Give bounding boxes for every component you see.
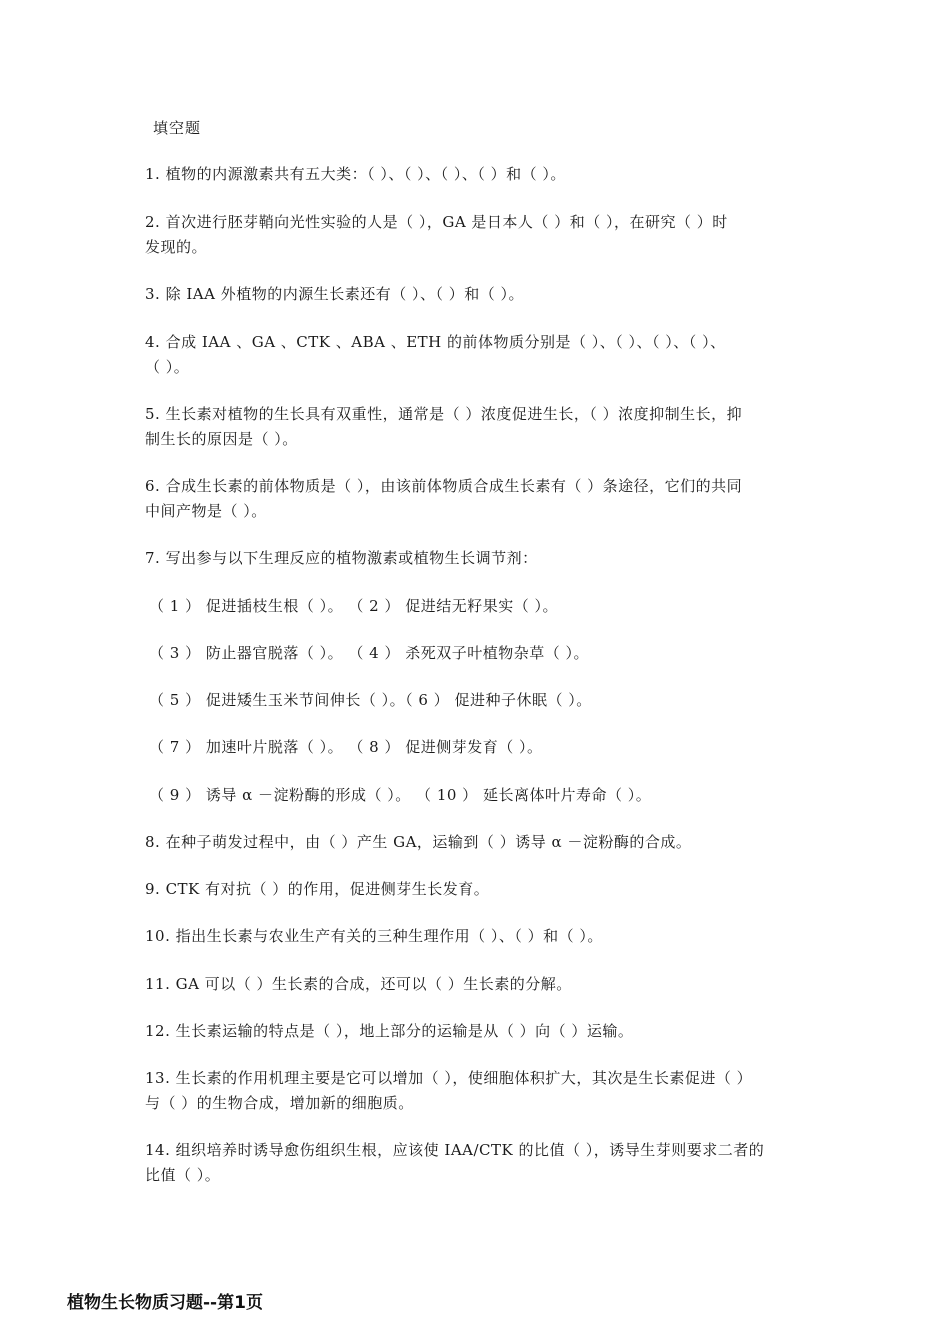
question-8 [145,830,810,855]
question-7-item: （ 3 ） 防止器官脱落（ ）。 （ 4 ） 杀死双子叶植物杂草（ ）。 [149,644,590,662]
question-line: 5. 生长素对植物的生长具有双重性，通常是（ ）浓度促进生长，（ ）浓度抑制生长，抑 [145,405,743,423]
question-7-item: （ 1 ） 促进插枝生根（ ）。 （ 2 ） 促进结无籽果实（ ）。 [149,597,559,615]
question-9 [145,877,810,902]
question-line: 6. 合成生长素的前体物质是（ ），由该前体物质合成生长素有（ ）条途径，它们的共同 [145,477,743,495]
question-12 [145,1019,810,1044]
question-10 [145,924,810,949]
question-7-item: （ 9 ） 诱导 α －淀粉酶的形成（ ）。 （ 10 ） 延长离体叶片寿命（ ）。 [149,786,652,804]
question-line: 9. CTK 有对抗（ ）的作用，促进侧芽生长发育。 [145,880,490,898]
question-7-item: （ 5 ） 促进矮生玉米节间伸长（ ）。（ 6 ） 促进种子休眠（ ）。 [149,691,592,709]
question-line: 14. 组织培养时诱导愈伤组织生根，应该使 IAA/CTK 的比值（ ），诱导生芽则要求二者的 [145,1141,765,1159]
question-line: （ ）。 [145,358,190,376]
question-14 [145,1138,810,1188]
page-footer: 植物生长物质习题--第1页 [67,1293,263,1313]
question-5 [145,402,810,452]
question-2 [145,210,810,260]
question-line: 中间产物是（ ）。 [145,502,267,520]
section-title: 填空题 [153,119,202,137]
question-7-item: （ 7 ） 加速叶片脱落（ ）。 （ 8 ） 促进侧芽发育（ ）。 [149,738,543,756]
question-line: 比值（ ）。 [145,1166,221,1184]
question-13 [145,1066,810,1116]
question-line: 制生长的原因是（ ）。 [145,430,298,448]
question-line: 与（ ）的生物合成，增加新的细胞质。 [145,1094,414,1112]
question-line: 12. 生长素运输的特点是（ ），地上部分的运输是从（ ）向（ ）运输。 [145,1022,634,1040]
question-7 [145,546,810,571]
question-line: 11. GA 可以（ ）生长素的合成，还可以（ ）生长素的分解。 [145,975,572,993]
question-4 [145,330,810,380]
question-line: 2. 首次进行胚芽鞘向光性实验的人是（ ），GA 是日本人（ ）和（ ），在研究（ ）时 [145,213,728,231]
question-line: 13. 生长素的作用机理主要是它可以增加（ ），使细胞体积扩大，其次是生长素促进（ ） [145,1069,753,1087]
question-line: 4. 合成 IAA 、GA 、CTK 、ABA 、ETH 的前体物质分别是（ ）、（ ）、（ ）、（ ）、 [145,333,726,351]
question-1 [145,162,810,187]
question-line: 1. 植物的内源激素共有五大类：（ ）、（ ）、（ ）、（ ）和（ ）。 [145,165,566,183]
question-6 [145,474,810,524]
question-line: 发现的。 [145,238,208,256]
question-line: 3. 除 IAA 外植物的内源生长素还有（ ）、（ ）和（ ）。 [145,285,525,303]
question-11 [145,972,810,997]
question-line: 7. 写出参与以下生理反应的植物激素或植物生长调节剂： [145,549,538,567]
question-3 [145,282,810,307]
question-line: 8. 在种子萌发过程中，由（ ）产生 GA，运输到（ ）诱导 α －淀粉酶的合成。 [145,833,692,851]
question-line: 10. 指出生长素与农业生产有关的三种生理作用（ ）、（ ）和（ ）。 [145,927,603,945]
